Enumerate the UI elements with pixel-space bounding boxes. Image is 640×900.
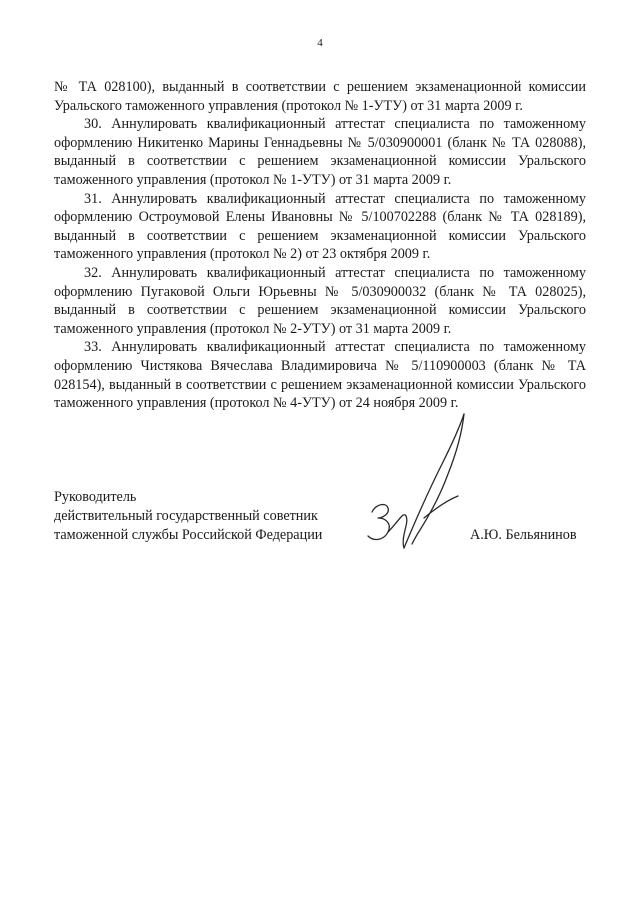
paragraph-33: 33. Аннулировать квалификационный аттестат специалиста по таможенному оформлению Чистякова Вячеслава Владимировича № 5/110900003 (бланк № ТА 028154), выданный в соответствии с решением экзаменационной комиссии Уральского таможенного управления (протокол № 4-УТУ) от 24 ноября 2009 г. — [54, 339, 586, 412]
position-line-1: Руководитель — [54, 489, 137, 505]
signatory-name: А.Ю. Бельянинов — [470, 527, 577, 543]
paragraph-30: 30. Аннулировать квалификационный аттестат специалиста по таможенному оформлению Никитенко Марины Геннадьевны № 5/030900001 (бланк № ТА 028088), выданный в соответствии с решением экзаменационной комиссии Уральского таможенного управления (протокол № 1-УТУ) от 31 марта 2009 г. — [54, 116, 586, 188]
paragraph-29-continuation: № ТА 028100), выданный в соответствии с решением экзаменационной комиссии Уральского таможенного управления (протокол № 1-УТУ) от 31 марта 2009 г. — [54, 79, 586, 114]
signatory-position — [54, 488, 354, 545]
position-line-3: таможенной службы Российской Федерации — [54, 527, 323, 543]
paragraph-32: 32. Аннулировать квалификационный аттестат специалиста по таможенному оформлению Пугаковой Ольги Юрьевны № 5/030900032 (бланк № ТА 028025), выданный в соответствии с решением экзаменационной комиссии Уральского таможенного управления (протокол № 2-УТУ) от 31 марта 2009 г. — [54, 264, 586, 337]
document-body — [54, 78, 586, 413]
position-line-2: действительный государственный советник — [54, 508, 318, 524]
page-number: 4 — [317, 37, 323, 49]
handwritten-signature — [362, 408, 482, 558]
paragraph-31: 31. Аннулировать квалификационный аттестат специалиста по таможенному оформлению Остроумовой Елены Ивановны № 5/100702288 (бланк № ТА 028189), выданный в соответствии с решением экзаменационной комиссии Уральского таможенного управления (протокол № 2) от 23 октября 2009 г. — [54, 190, 586, 263]
